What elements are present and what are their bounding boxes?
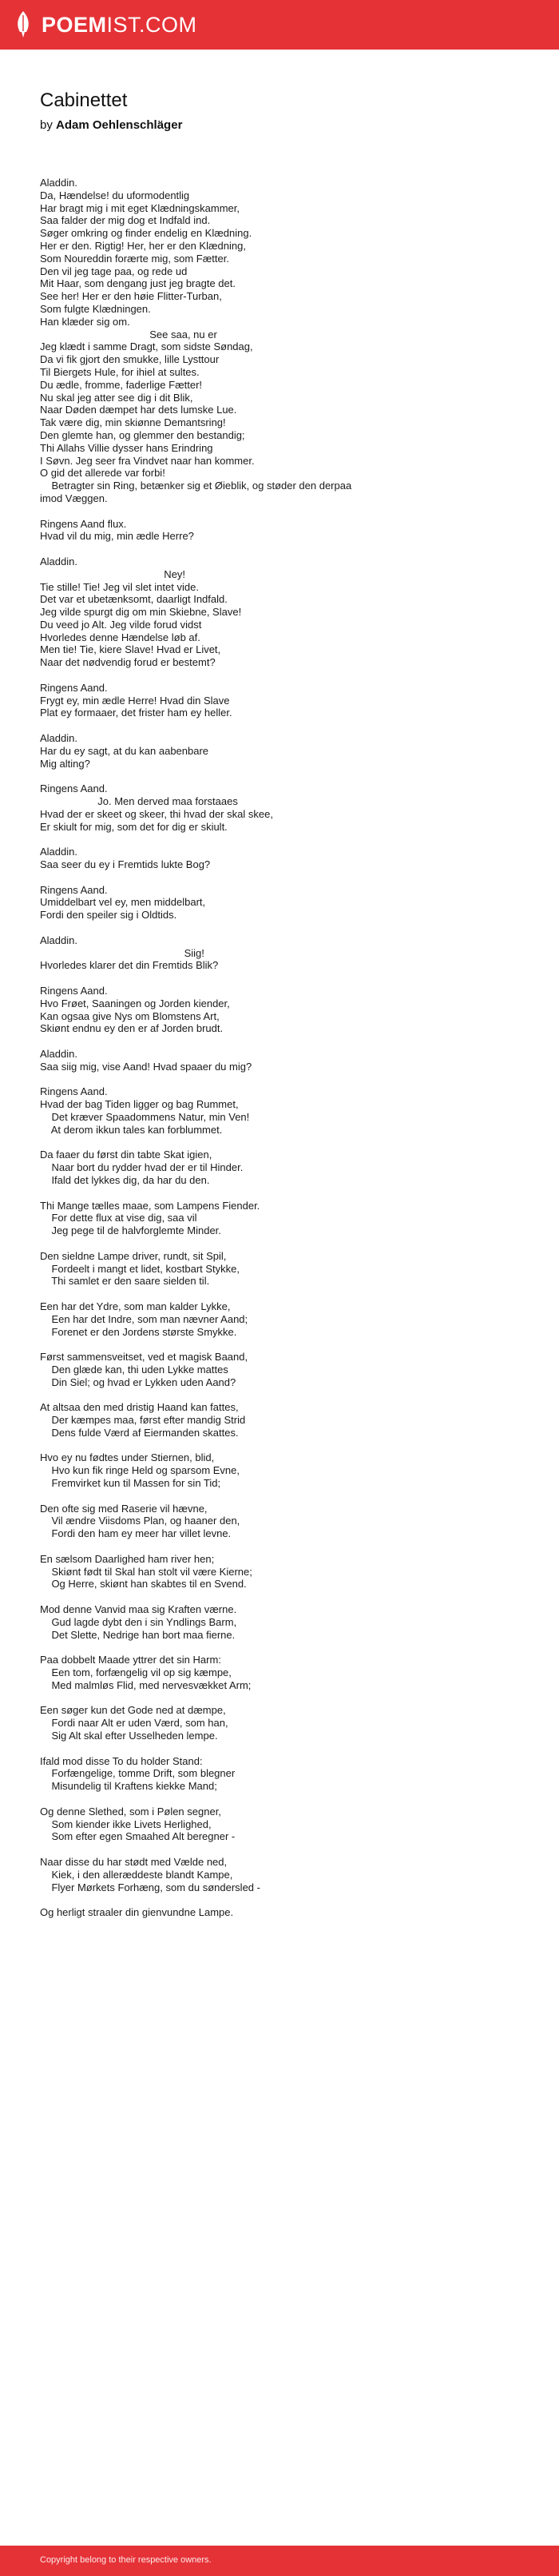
poem-line: Fordi den speiler sig i Oldtids.	[40, 909, 177, 922]
poem-line: Betragter sin Ring, betænker sig et Øieblik, og støder den derpaa	[40, 480, 352, 492]
poem-line: Aladdin.	[40, 177, 77, 189]
poem-line: Fordeelt i mangt et lidet, kostbart Stykke,	[40, 1262, 240, 1275]
poem-line: Forfængelige, tomme Drift, som blegner	[40, 1767, 236, 1780]
poem-line: Ringens Aand.	[40, 883, 108, 896]
poem-line	[40, 1540, 535, 1553]
poem-line	[40, 1073, 535, 1086]
poem-line: Flyer Mørkets Forhæng, som du søndersled -	[40, 1881, 260, 1893]
poem-line	[40, 1338, 535, 1351]
poem-line: Ringens Aand.	[40, 985, 108, 997]
poem-line	[40, 1490, 535, 1503]
poem-line: Det var et ubetænksomt, daarligt Indfald.	[40, 593, 228, 606]
poem-line	[40, 1893, 535, 1906]
poem-line: Det kræver Spaadommens Natur, min Ven!	[40, 1110, 250, 1123]
poem-line: Een har det Indre, som man nævner Aand;	[40, 1312, 248, 1325]
poem-line: Og herligt straaler din gienvundne Lampe.	[40, 1906, 234, 1919]
poem-line: Som Noureddin forærte mig, som Fætter.	[40, 252, 229, 265]
poem-line: Een har det Ydre, som man kalder Lykke,	[40, 1300, 231, 1312]
by-label: by	[40, 118, 53, 132]
poem-line: Tie stille! Tie! Jeg vil slet intet vide.	[40, 580, 199, 593]
poem-line: Misundelig til Kraftens kiekke Mand;	[40, 1780, 217, 1793]
poem-line: Da faaer du først din tabte Skat igien,	[40, 1149, 212, 1161]
poem-line: Siig!	[40, 946, 204, 959]
poem-line: For dette flux at vise dig, saa vil	[40, 1212, 197, 1224]
poem-line: Fordi den ham ey meer har villet levne.	[40, 1527, 232, 1540]
poem-line: Hvorledes klarer det din Fremtids Blik?	[40, 959, 219, 972]
poem-line: See saa, nu er	[40, 328, 217, 340]
poem-line: Ney!	[40, 567, 186, 580]
poem-line: Aladdin.	[40, 732, 77, 745]
poem-line: Kan ogsaa give Nys om Blomstens Art,	[40, 1009, 220, 1022]
poem-line: Vil ændre Viisdoms Plan, og haaner den,	[40, 1515, 240, 1527]
poem-line	[40, 505, 535, 518]
poem-line: Naar Døden dæmpet har dets lumske Lue.	[40, 404, 237, 416]
poem-line	[40, 1793, 535, 1806]
poem-line: Aladdin.	[40, 934, 77, 946]
poem-line: Jeg pege til de halvforglemte Minder.	[40, 1224, 221, 1237]
poem-line	[40, 719, 535, 732]
poem-line: Frygt ey, min ædle Herre! Hvad din Slave	[40, 694, 230, 707]
poem-line: Fordi naar Alt er uden Værd, som han,	[40, 1717, 228, 1730]
poem-line: Søger omkring og finder endelig en Klædning.	[40, 227, 252, 240]
poem-body	[40, 177, 535, 1919]
poem-byline	[40, 118, 182, 132]
poem-line: Som efter egen Smaahed Alt beregner -	[40, 1830, 236, 1843]
logo-bold: POEM	[42, 12, 107, 37]
poem-line: Dens fulde Værd af Eiermanden skattes.	[40, 1426, 239, 1439]
poem-line: Din Siel; og hvad er Lykken uden Aand?	[40, 1376, 236, 1388]
poem-line: Saa falder der mig dog et Indfald ind.	[40, 214, 211, 227]
poem-line: Hvo kun fik ringe Held og sparsom Evne,	[40, 1464, 240, 1477]
logo-wordmark	[42, 13, 197, 38]
poem-line: Først sammensveitset, ved et magisk Baand,	[40, 1351, 248, 1364]
logo-light: IST.COM	[106, 12, 197, 37]
poem-line: Skiønt endnu ey den er af Jorden brudt.	[40, 1022, 224, 1035]
poem-line	[40, 1237, 535, 1250]
poem-line: Men tie! Tie, kiere Slave! Hvad er Livet,	[40, 643, 221, 656]
poem-line	[40, 770, 535, 782]
poem-line: Det Slette, Nedrige han bort maa fierne.	[40, 1628, 236, 1641]
poem-line: Ringens Aand.	[40, 681, 108, 694]
poem-line: Thi samlet er den saare sielden til.	[40, 1275, 210, 1288]
poem-line: Den glæde kan, thi uden Lykke mattes	[40, 1363, 228, 1376]
poem-line: Og Herre, skiønt han skabtes til en Svend.	[40, 1578, 247, 1591]
poem-line	[40, 871, 535, 884]
poem-line: imod Væggen.	[40, 492, 108, 504]
poem-line: Ringens Aand.	[40, 1085, 108, 1098]
poem-line: Jeg klædt i samme Dragt, som sidste Søndag,	[40, 340, 253, 353]
poem-line: Jo. Men derved maa forstaaes	[40, 795, 238, 808]
site-footer	[0, 2546, 559, 2576]
poem-line	[40, 543, 535, 555]
poem-line: Mod denne Vanvid maa sig Kraften værne.	[40, 1603, 237, 1616]
poem-line	[40, 833, 535, 846]
poem-line: Ringens Aand.	[40, 782, 108, 795]
poem-line: Der kæmpes maa, først efter mandig Strid	[40, 1414, 246, 1427]
poem-line: Du veed jo Alt. Jeg vilde forud vidst	[40, 618, 202, 631]
poem-line: Den ofte sig med Raserie vil hævne,	[40, 1502, 208, 1515]
poem-line: En sælsom Daarlighed ham river hen;	[40, 1552, 215, 1565]
poem-line: Hvo ey nu fødtes under Stiernen, blid,	[40, 1451, 215, 1464]
poem-line: Ringens Aand flux.	[40, 517, 127, 530]
poem-line: Jeg vilde spurgt dig om min Skiebne, Slave!	[40, 606, 242, 619]
poem-line: Hvad der bag Tiden ligger og bag Rummet,	[40, 1098, 239, 1111]
poem-line	[40, 1137, 535, 1149]
poem-line: At derom ikkun tales kan forblummet.	[40, 1123, 223, 1136]
poem-line: At altsaa den med dristig Haand kan fattes,	[40, 1401, 239, 1414]
poem-line: Sig Alt skal efter Usselheden lempe.	[40, 1730, 218, 1742]
poem-line: Aladdin.	[40, 555, 77, 567]
poem-line: Hvo Frøet, Saaningen og Jorden kiender,	[40, 997, 230, 1009]
poem-line: Hvad vil du mig, min ædle Herre?	[40, 530, 194, 543]
poem-line: Mig alting?	[40, 757, 90, 770]
poem-line	[40, 1843, 535, 1856]
poem-line	[40, 669, 535, 682]
poem-line: Med malmløs Flid, med nervesvækket Arm;	[40, 1678, 252, 1691]
poem-line: Som fulgte Klædningen.	[40, 302, 151, 315]
copyright-text: Copyright belong to their respective owners.	[40, 2555, 212, 2565]
poem-line	[40, 1035, 535, 1048]
poem-line: Ifald mod disse To du holder Stand:	[40, 1754, 203, 1767]
poem-line: O gid det allerede var forbi!	[40, 467, 165, 480]
poem-line	[40, 1742, 535, 1755]
poem-author[interactable]: Adam Oehlenschläger	[56, 118, 183, 132]
poem-line: Da vi fik gjort den smukke, lille Lysttour	[40, 353, 220, 366]
poem-line: Nu skal jeg atter see dig i dit Blik,	[40, 391, 193, 404]
poem-line: Een søger kun det Gode ned at dæmpe,	[40, 1704, 226, 1717]
poem-line: Mit Haar, som dengang just jeg bragte det.	[40, 277, 236, 290]
poem-line: Den vil jeg tage paa, og rede ud	[40, 265, 188, 277]
site-logo[interactable]	[13, 10, 197, 40]
poem-line: Har bragt mig i mit eget Klædningskammer,	[40, 201, 240, 214]
poem-line: Kiek, i den alleræddeste blandt Kampe,	[40, 1868, 233, 1881]
quill-pen-icon	[13, 10, 34, 39]
poem-line: Thi Allahs Villie dysser hans Erindring	[40, 441, 213, 454]
poem-line: Til Biergets Hule, for ihiel at sultes.	[40, 365, 200, 378]
poem-line	[40, 1288, 535, 1300]
poem-line: Een tom, forfængelig vil op sig kæmpe,	[40, 1666, 232, 1679]
poem-line: Forenet er den Jordens største Smykke.	[40, 1325, 237, 1338]
poem-line: Her er den. Rigtig! Her, her er den Klædning,	[40, 239, 246, 252]
poem-line: See her! Her er den høie Flitter-Turban,	[40, 290, 222, 303]
poem-line: Den sieldne Lampe driver, rundt, sit Spil,	[40, 1249, 227, 1262]
poem-line: Fremvirket kun til Massen for sin Tid;	[40, 1477, 221, 1490]
poem-line: Aladdin.	[40, 846, 77, 858]
poem-line: Da, Hændelse! du uformodentlig	[40, 189, 190, 201]
poem-line: Naar bort du rydder hvad der er til Hinder.	[40, 1161, 244, 1174]
site-header	[0, 0, 559, 50]
poem-line: I Søvn. Jeg seer fra Vindvet naar han kommer.	[40, 454, 255, 467]
poem-line: Skiønt født til Skal han stolt vil være Kierne;	[40, 1565, 252, 1578]
poem-line	[40, 1389, 535, 1402]
poem-line	[40, 1439, 535, 1452]
poem-line: Thi Mange tælles maae, som Lampens Fiender.	[40, 1199, 260, 1212]
poem-line: Saa siig mig, vise Aand! Hvad spaaer du mig?	[40, 1060, 252, 1073]
poem-line: Naar det nødvendig forud er bestemt?	[40, 656, 216, 669]
poem-line: Han klæder sig om.	[40, 315, 130, 328]
poem-line: Du ædle, fromme, faderlige Fætter!	[40, 378, 203, 391]
poem-line: Er skiult for mig, som det for dig er skiult.	[40, 820, 228, 833]
poem-line: Har du ey sagt, at du kan aabenbare	[40, 744, 209, 757]
poem-line: Aladdin.	[40, 1047, 77, 1060]
poem-line	[40, 1591, 535, 1603]
poem-line: Plat ey formaaer, det frister ham ey heller.	[40, 707, 232, 719]
poem-line	[40, 972, 535, 985]
poem-line: Paa dobbelt Maade yttrer det sin Harm:	[40, 1654, 221, 1666]
poem-line: Hvad der er skeet og skeer, thi hvad der skal skee,	[40, 807, 273, 820]
poem-line: Den glemte han, og glemmer den bestandig;	[40, 428, 245, 441]
poem-line	[40, 1641, 535, 1654]
poem-line: Som kiender ikke Livets Herlighed,	[40, 1818, 212, 1830]
poem-line: Umiddelbart vel ey, men middelbart,	[40, 896, 206, 909]
poem-line	[40, 1692, 535, 1705]
poem-line: Naar disse du har stødt med Vælde ned,	[40, 1855, 228, 1868]
poem-line: Saa seer du ey i Fremtids lukte Bog?	[40, 858, 211, 871]
poem-line	[40, 922, 535, 934]
poem-line: Tak være dig, min skiønne Demantsring!	[40, 416, 226, 429]
poem-title: Cabinettet	[40, 90, 128, 111]
poem-line: Gud lagde dybt den i sin Yndlings Barm,	[40, 1615, 237, 1628]
poem-line: Hvorledes denne Hændelse løb af.	[40, 631, 200, 643]
poem-line: Ifald det lykkes dig, da har du den.	[40, 1173, 210, 1186]
poem-line: Og denne Slethed, som i Pølen segner,	[40, 1805, 221, 1818]
poem-line	[40, 1187, 535, 1200]
